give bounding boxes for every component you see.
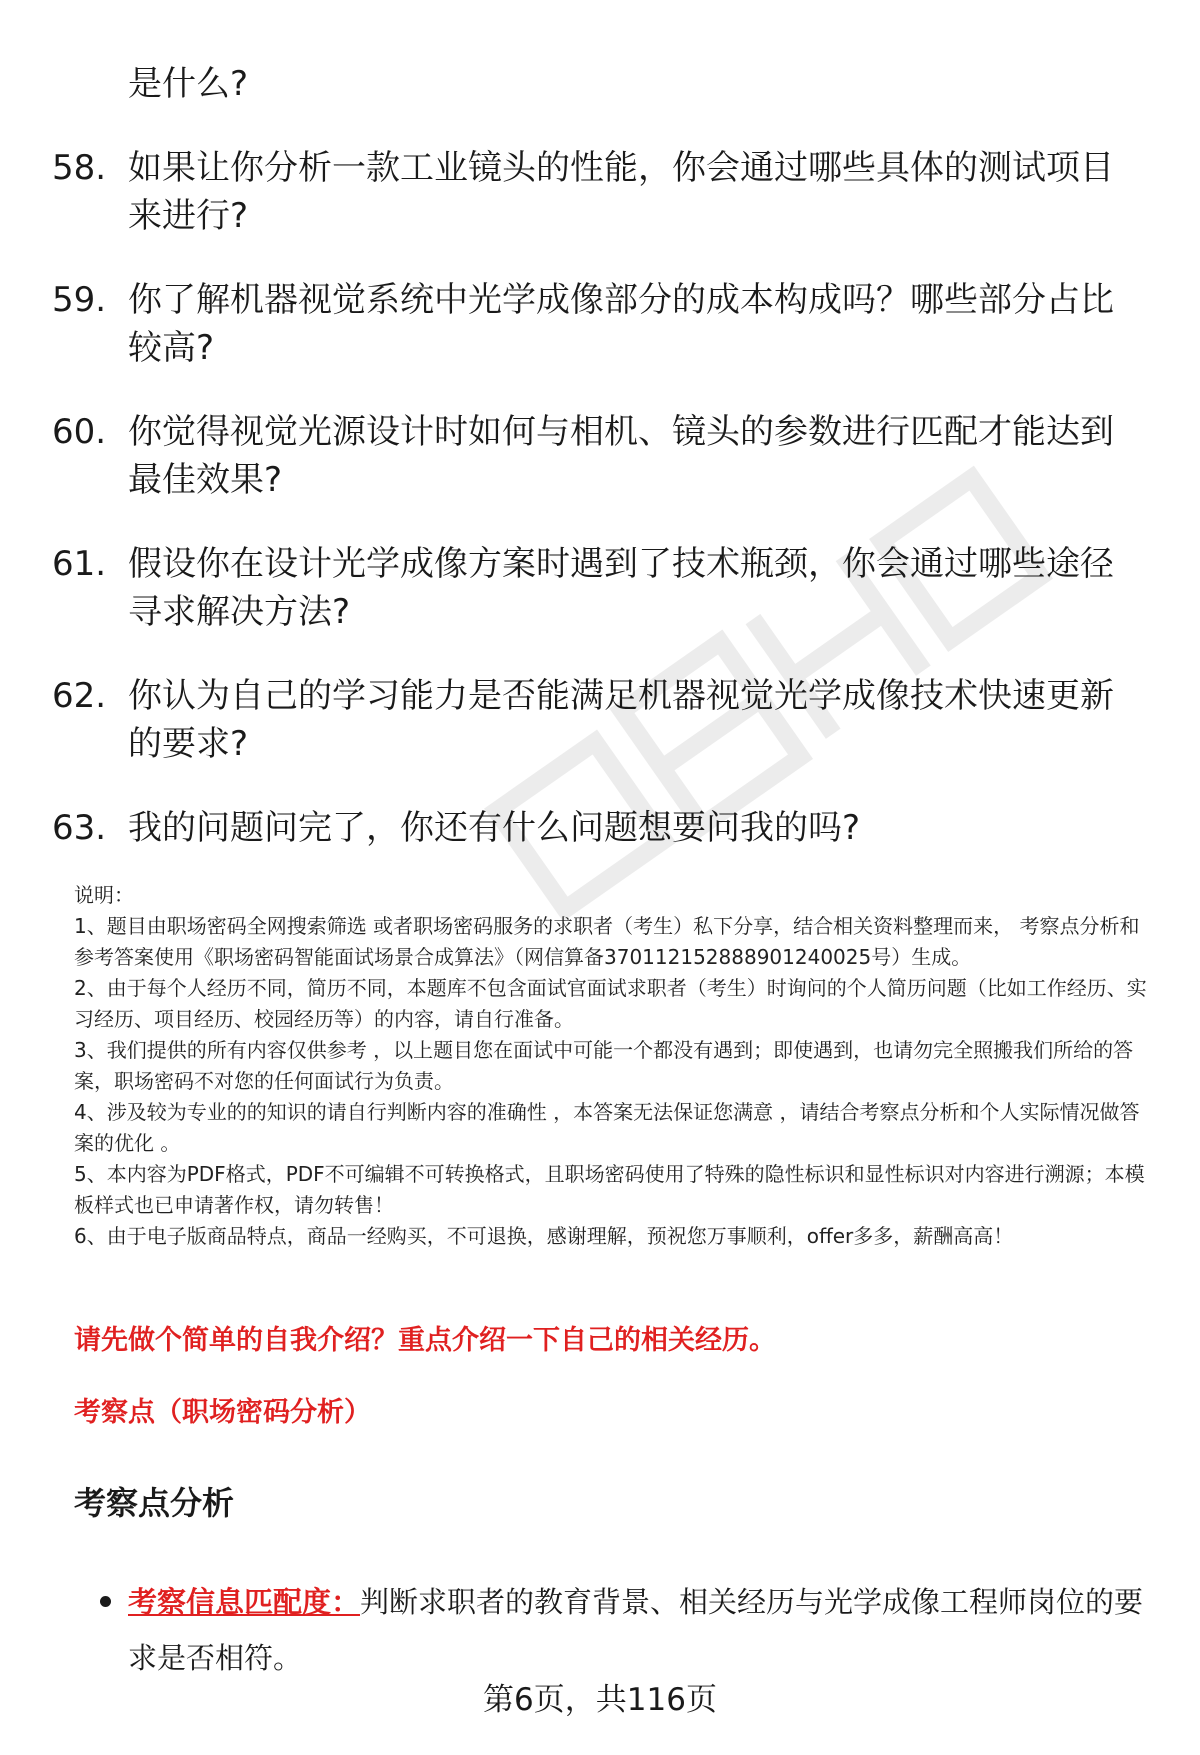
question-text: 你认为自己的学习能力是否能满足机器视觉光学成像技术快速更新的要求?	[128, 676, 1114, 764]
question-number: 60.	[52, 412, 107, 452]
question-number: 58.	[52, 148, 107, 188]
bullet-text: 判断求职者的教育背景、相关经历与光学成像工程师岗位的要求是否相符。	[128, 1585, 1144, 1675]
question-list	[52, 60, 1152, 852]
note-item: 1、题目由职场密码全网搜索筛选 或者职场密码服务的求职者（考生）私下分享，结合相关资料整理而来， 考察点分析和参考答案使用《职场密码智能面试场景合成算法》（网信算备370112152888901240025号）生成。	[74, 914, 1140, 969]
question-text: 你觉得视觉光源设计时如何与相机、镜头的参数进行匹配才能达到最佳效果?	[128, 412, 1114, 500]
bullet-keyword: 考察信息匹配度：	[128, 1585, 361, 1619]
note-item: 6、由于电子版商品特点，商品一经购买，不可退换，感谢理解，预祝您万事顺利，offer多多，薪酬高高！	[74, 1224, 1014, 1248]
bullet-body	[128, 1574, 1150, 1686]
section-title: 考察点分析	[74, 1484, 235, 1522]
page-footer: 第6页，共116页	[483, 1682, 717, 1718]
bullet-dot-icon	[100, 1596, 111, 1607]
question-number: 63.	[52, 808, 107, 848]
question-number: 61.	[52, 544, 107, 584]
note-item: 4、涉及较为专业的的知识的请自行判断内容的准确性 ，本答案无法保证您满意 ，请结合考察点分析和个人实际情况做答案的优化 。	[74, 1100, 1140, 1155]
intro-subheading: 考察点（职场密码分析）	[74, 1397, 371, 1428]
notes-section	[74, 880, 1154, 1252]
note-item: 5、本内容为PDF格式，PDF不可编辑不可转换格式，且职场密码使用了特殊的隐性标识和显性标识对内容进行溯源；本模板样式也已申请著作权，请勿转售！	[74, 1162, 1145, 1217]
question-text: 如果让你分析一款工业镜头的性能，你会通过哪些具体的测试项目来进行?	[128, 148, 1114, 236]
notes-heading: 说明：	[74, 883, 134, 907]
question-item	[52, 672, 1152, 768]
question-number: 62.	[52, 676, 107, 716]
question-text: 假设你在设计光学成像方案时遇到了技术瓶颈，你会通过哪些途径寻求解决方法?	[128, 544, 1114, 632]
question-item	[52, 408, 1152, 504]
question-item	[52, 804, 1152, 852]
question-continuation: 是什么?	[128, 64, 249, 104]
note-item: 3、我们提供的所有内容仅供参考 ，以上题目您在面试中可能一个都没有遇到；即使遇到，也请勿完全照搬我们所给的答案，职场密码不对您的任何面试行为负责。	[74, 1038, 1134, 1093]
question-item	[52, 540, 1152, 636]
note-item: 2、由于每个人经历不同，简历不同，本题库不包含面试官面试求职者（考生）时询问的个人简历问题（比如工作经历、实习经历、项目经历、校园经历等）的内容，请自行准备。	[74, 976, 1147, 1031]
intro-question: 请先做个简单的自我介绍？重点介绍一下自己的相关经历。	[74, 1325, 776, 1356]
question-item	[52, 276, 1152, 372]
question-text: 我的问题问完了，你还有什么问题想要问我的吗?	[128, 808, 861, 848]
question-item	[52, 144, 1152, 240]
question-text: 你了解机器视觉系统中光学成像部分的成本构成吗？哪些部分占比较高?	[128, 280, 1114, 368]
bullet-item	[100, 1574, 1150, 1686]
question-number: 59.	[52, 280, 107, 320]
